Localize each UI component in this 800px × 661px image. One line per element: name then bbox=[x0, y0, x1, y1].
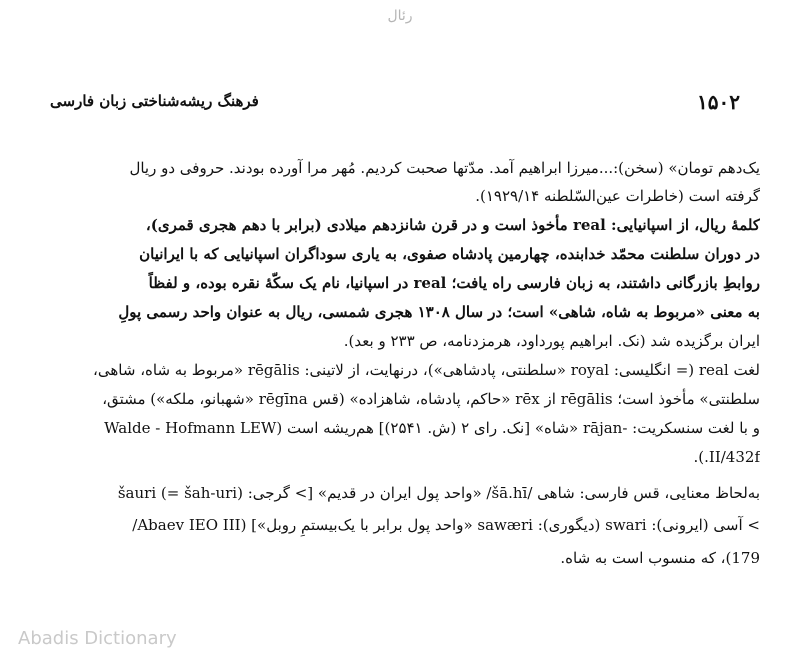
text-line-8: لغت real (= انگلیسی: royal «سلطنتی، پادشاهی»)، درنهایت، از لاتینی: rēgālis «مربوط به شاه، شاهی، bbox=[93, 361, 760, 379]
text-line-3: کلمهٔ ریال، از اسپانیایی: real مأخوذ است و در قرن شانزدهم میلادی (برابر با دهم هجری قمری)، bbox=[145, 216, 760, 234]
book-title: فرهنگ ریشه‌شناختی زبان فارسی bbox=[50, 92, 259, 110]
text-line-9: سلطنتی» مأخوذ است؛ rēgālis از rēx «حاکم، پادشاه، شاهزاده» (قس rēgīna «شهبانو، ملکه») مشتق، bbox=[102, 390, 760, 408]
text-line-11: II/432f.). bbox=[693, 448, 760, 466]
text-line-14: 179)، که منسوب است به شاه. bbox=[560, 549, 760, 567]
entry-headword-faded: رئال bbox=[387, 8, 413, 24]
text-line-4: در دوران سلطنت محمّد خدابنده، چهارمین پادشاه صفوی، به یاری سوداگران اسپانیایی که با ایرانیان bbox=[139, 245, 760, 263]
text-line-10: و با لغت سنسکریت: -rājan «شاه» [نک. رای ۲ (ش. ۲۵۴۱)] هم‌ریشه است (Walde - Hofmann LEW bbox=[104, 419, 760, 437]
text-line-12: به‌لحاظ معنایی، قس فارسی: شاهی /šā.hī/ «واحد پول ایران در قدیم» [> گرجی: šauri (= šah-uri) bbox=[117, 484, 760, 502]
page-header bbox=[50, 90, 740, 114]
page-number: ۱۵۰۲ bbox=[697, 90, 740, 114]
text-line-7: ایران برگزیده شد (نک. ابراهیم پورداود، هرمزدنامه، ص ۲۳۳ و بعد). bbox=[343, 332, 760, 350]
text-line-1: یک‌دهم تومان» (سخن):...میرزا ابراهیم آمد. مدّتها صحبت کردیم. مُهر مرا آورده بودند. حروفی دو ریال bbox=[129, 159, 760, 177]
watermark: Abadis Dictionary bbox=[18, 628, 177, 649]
text-line-6: به معنی «مربوط به شاه، شاهی» است؛ در سال ۱۳۰۸ هجری شمسی، ریال به عنوان واحد رسمی پولِ bbox=[118, 303, 760, 321]
text-line-5: روابطِ بازرگانی داشتند، به زبان فارسی راه یافت؛ real در اسپانیا، نام یک سکّهٔ نقره بوده، و لفظاً bbox=[148, 274, 760, 292]
text-line-13: > آسی (ایرونی): swari (دیگوری): sawæri «واحد پول برابر با یک‌بیستمِ روبل»] (Abaev IEO III/ bbox=[132, 516, 760, 534]
text-line-2: گرفته است (خاطرات عین‌السّلطنه ۱۹۲۹/۱۴). bbox=[475, 187, 760, 205]
